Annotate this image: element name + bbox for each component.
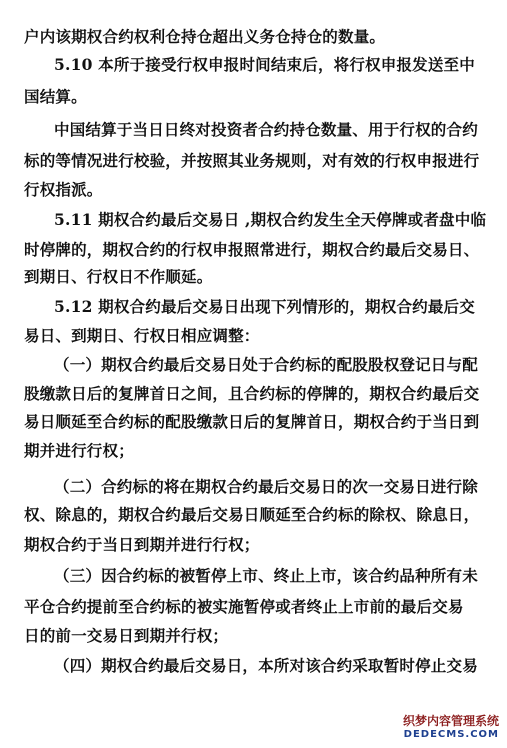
text-line: 易日顺延至合约标的配股缴款日后的复牌首日，期权合约于当日到 (24, 412, 480, 431)
text-line: 股缴款日后的复牌首日之间，且合约标的停牌的，期权合约最后交 (24, 384, 480, 403)
text-line: 平仓合约提前至合约标的被实施暂停或者终止上市前的最后交易 (24, 597, 464, 616)
text-line: （四）期权合约最后交易日，本所对该合约采取暂时停止交易 (54, 656, 478, 675)
text-line: （一）期权合约最后交易日处于合约标的配股股权登记日与配 (54, 355, 478, 374)
text-line: （二）合约标的将在期权合约最后交易日的次一交易日进行除 (54, 477, 478, 496)
text-line: 期权合约于当日到期并进行行权； (24, 535, 260, 554)
text-line: 标的等情况进行校验，并按照其业务规则，对有效的行权申报进行 (24, 151, 480, 170)
text-line: 5.11 期权合约最后交易日 ,期权合约发生全天停牌或者盘中临 (54, 210, 487, 229)
watermark-logo (379, 714, 499, 744)
text-line: 5.12 期权合约最后交易日出现下列情形的，期权合约最后交 (54, 297, 475, 316)
text-line: 权、除息的，期权合约最后交易日顺延至合约标的除权、除息日， (24, 505, 480, 524)
text-line: 中国结算于当日日终对投资者合约持仓数量、用于行权的合约 (54, 120, 478, 139)
text-line: 易日、到期日、行权日相应调整： (24, 326, 260, 345)
watermark-title: 织梦内容管理系统 (402, 714, 499, 728)
watermark-url: DEDECMS.COM (403, 729, 499, 740)
text-line: 时停牌的，期权合约的行权申报照常进行，期权合约最后交易日、 (24, 240, 480, 259)
text-line: （三）因合约标的被暂停上市、终止上市，该合约品种所有未 (54, 566, 478, 585)
text-line: 5.10 本所于接受行权申报时间结束后，将行权申报发送至中 (54, 55, 475, 74)
text-line: 国结算。 (24, 87, 87, 106)
text-line: 到期日、行权日不作顺延。 (24, 267, 213, 286)
text-line: 日的前一交易日到期并行权； (24, 626, 229, 645)
text-line: 期并进行行权； (24, 441, 134, 460)
text-line: 户内该期权合约权利仓持仓超出义务仓持仓的数量。 (24, 27, 386, 46)
text-line: 行权指派。 (24, 180, 103, 199)
